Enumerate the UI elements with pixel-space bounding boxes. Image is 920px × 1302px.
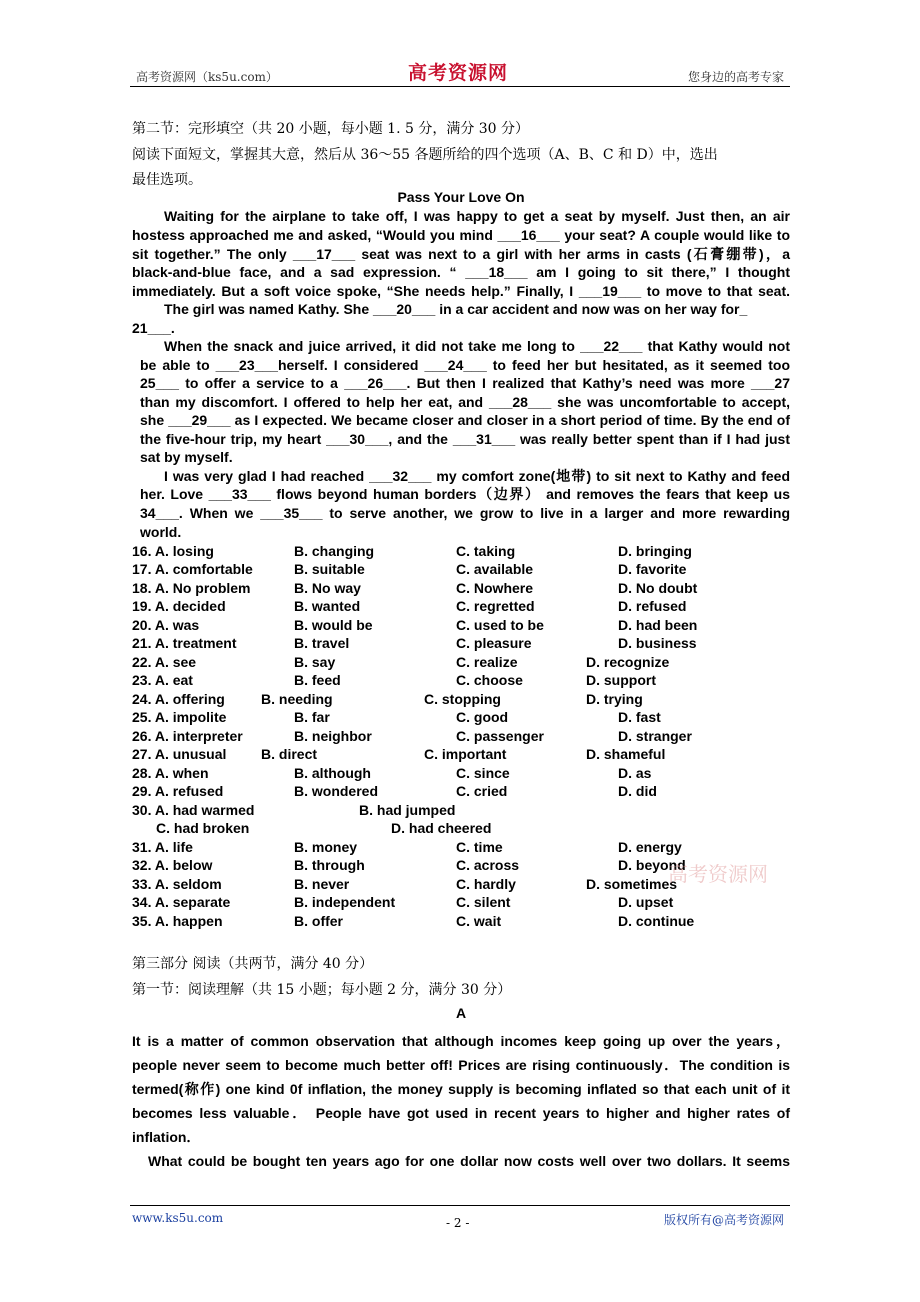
footer-url[interactable]: www.ks5u.com bbox=[132, 1211, 224, 1225]
option-choice: 20. A. was bbox=[132, 617, 200, 633]
passage-line: Waiting for the airplane to take off, I was happy to get a seat by myself. Just then, an air bbox=[164, 208, 790, 224]
page-header bbox=[130, 58, 790, 87]
option-choice: D. did bbox=[618, 783, 657, 799]
header-logo: 高考资源网 bbox=[408, 62, 509, 84]
option-choice: C. stopping bbox=[424, 691, 501, 707]
option-choice: B. needing bbox=[261, 691, 333, 707]
option-choice: B. No way bbox=[294, 580, 361, 596]
footer-copyright: 版权所有@高考资源网 bbox=[663, 1213, 784, 1227]
option-choice: 25. A. impolite bbox=[132, 709, 227, 725]
option-choice: D. favorite bbox=[618, 561, 687, 577]
option-choice: B. wondered bbox=[294, 783, 379, 799]
option-choice: 31. A. life bbox=[132, 839, 193, 855]
option-choice: D. as bbox=[618, 765, 652, 781]
option-choice: D. refused bbox=[618, 598, 687, 614]
option-choice: C. cried bbox=[456, 783, 508, 799]
option-choice: 17. A. comfortable bbox=[132, 561, 253, 577]
option-choice: B. wanted bbox=[294, 598, 361, 614]
option-choice: B. say bbox=[294, 654, 336, 670]
header-site: 高考资源网（ks5u.com） bbox=[136, 70, 278, 84]
option-choice: B. although bbox=[294, 765, 371, 781]
header-slogan: 您身边的高考专家 bbox=[687, 70, 784, 84]
passage-line: sat by myself. bbox=[140, 449, 233, 465]
option-choice: 24. A. offering bbox=[132, 691, 225, 707]
option-choice: D. had cheered bbox=[391, 820, 492, 836]
option-choice: 23. A. eat bbox=[132, 672, 193, 688]
option-choice: B. offer bbox=[294, 913, 343, 929]
option-choice: D. beyond bbox=[618, 857, 686, 873]
option-choice: 28. A. when bbox=[132, 765, 209, 781]
passage-line: world. bbox=[140, 524, 182, 540]
option-choice: C. hardly bbox=[456, 876, 516, 892]
option-choice: 26. A. interpreter bbox=[132, 728, 243, 744]
part3-heading: 第三部分 阅读（共两节，满分 40 分） bbox=[132, 956, 374, 972]
option-choice: D. shameful bbox=[586, 746, 666, 762]
reading-line: What could be bought ten years ago for one dollar now costs well over two dollars. It seems bbox=[148, 1153, 790, 1169]
option-choice: B. suitable bbox=[294, 561, 365, 577]
reading-line: people never seem to become much better off! Prices are rising continuously．The condition is bbox=[132, 1057, 790, 1073]
passage-line: she ___29___ as I expected. We became closer and closer in a short period of time. By the end of bbox=[140, 412, 790, 428]
option-choice: C. across bbox=[456, 857, 520, 873]
option-choice: C. pleasure bbox=[456, 635, 532, 651]
part3-subheading: 第一节：阅读理解（共 15 小题；每小题 2 分，满分 30 分） bbox=[132, 982, 512, 998]
option-choice: C. important bbox=[424, 746, 507, 762]
option-choice: B. changing bbox=[294, 543, 375, 559]
option-choice: C. regretted bbox=[456, 598, 535, 614]
option-choice: 30. A. had warmed bbox=[132, 802, 255, 818]
option-choice: B. independent bbox=[294, 894, 396, 910]
option-choice: 32. A. below bbox=[132, 857, 213, 873]
option-choice: D. bringing bbox=[618, 543, 692, 559]
option-choice: B. never bbox=[294, 876, 350, 892]
reading-line: termed(称作) one kind 0f inflation, the money supply is becoming inflated so that each unit of it bbox=[132, 1081, 790, 1097]
watermark: 高考资源网 bbox=[668, 862, 768, 886]
passage-line: than my discomfort. I offered to help her eat, and ___28___ she was uncomfortable to accept, bbox=[140, 394, 790, 410]
option-choice: C. good bbox=[456, 709, 509, 725]
option-choice: C. had broken bbox=[156, 820, 250, 836]
passage-line: be able to ___23___herself. I considered ___24___ to feed her but hesitated, as it seemed too bbox=[140, 357, 790, 373]
passage-line: her. Love ___33___ flows beyond human borders（边界） and removes the fears that keep us bbox=[140, 486, 790, 502]
option-choice: C. Nowhere bbox=[456, 580, 534, 596]
passage-line: 25___ to offer a service to a ___26___. But then I realized that Kathy’s need was more ___27 bbox=[140, 375, 790, 391]
passage-line: I was very glad I had reached ___32___ my comfort zone(地带) to sit next to Kathy and feed bbox=[164, 468, 790, 484]
page-footer bbox=[130, 1205, 790, 1230]
option-choice: D. had been bbox=[618, 617, 698, 633]
passage-line: 34___. When we ___35___ to serve another, we grow to live in a larger and more rewarding bbox=[140, 505, 790, 521]
option-choice: 35. A. happen bbox=[132, 913, 223, 929]
option-choice: C. wait bbox=[456, 913, 502, 929]
option-choice: D. trying bbox=[586, 691, 643, 707]
passage-line: hostess approached me and asked, “Would you mind ___16___ your seat? A couple would like to bbox=[132, 227, 790, 243]
option-choice: 22. A. see bbox=[132, 654, 197, 670]
section-heading: 第二节：完形填空（共 20 小题，每小题 1. 5 分，满分 30 分） bbox=[132, 121, 530, 137]
option-choice: 19. A. decided bbox=[132, 598, 226, 614]
option-choice: 34. A. separate bbox=[132, 894, 231, 910]
passage-line: immediately. But a soft voice spoke, “She needs help.” Finally, I ___19___ to move to that seat. bbox=[132, 283, 790, 299]
option-choice: D. energy bbox=[618, 839, 682, 855]
reading-line: It is a matter of common observation that although incomes keep going up over the years， bbox=[132, 1033, 790, 1049]
passage-a-label: A bbox=[455, 1005, 467, 1021]
passage-line: sit together.” The only ___17___ seat was next to a girl with her arms in casts (石膏绷带)，a bbox=[132, 246, 790, 262]
reading-line: inflation． bbox=[132, 1129, 201, 1145]
option-choice: D. continue bbox=[618, 913, 695, 929]
option-choice: B. far bbox=[294, 709, 330, 725]
option-choice: D. fast bbox=[618, 709, 661, 725]
option-choice: C. passenger bbox=[456, 728, 544, 744]
option-choice: 18. A. No problem bbox=[132, 580, 251, 596]
passage-line: The girl was named Kathy. She ___20___ in a car accident and now was on her way for_ bbox=[164, 301, 748, 317]
option-choice: C. time bbox=[456, 839, 503, 855]
section-instruction-2: 最佳选项。 bbox=[132, 172, 202, 188]
option-choice: C. choose bbox=[456, 672, 523, 688]
option-choice: D. recognize bbox=[586, 654, 670, 670]
option-choice: B. had jumped bbox=[359, 802, 456, 818]
option-choice: D. sometimes bbox=[586, 876, 678, 892]
page-number: - 2 - bbox=[446, 1216, 470, 1230]
option-choice: C. taking bbox=[456, 543, 516, 559]
option-choice: D. support bbox=[586, 672, 656, 688]
option-choice: D. business bbox=[618, 635, 697, 651]
option-choice: 29. A. refused bbox=[132, 783, 224, 799]
option-choice: B. direct bbox=[261, 746, 318, 762]
passage-title: Pass Your Love On bbox=[397, 189, 525, 205]
passage-line: 21___. bbox=[132, 320, 175, 336]
passage-line: black-and-blue face, and a sad expression. “ ___18___ am I going to sit there,” I thought bbox=[132, 264, 790, 280]
option-choice: B. feed bbox=[294, 672, 341, 688]
option-choice: B. neighbor bbox=[294, 728, 372, 744]
option-choice: 16. A. losing bbox=[132, 543, 214, 559]
option-choice: B. through bbox=[294, 857, 365, 873]
option-choice: D. No doubt bbox=[618, 580, 698, 596]
option-choice: C. used to be bbox=[456, 617, 544, 633]
option-choice: D. stranger bbox=[618, 728, 692, 744]
option-choice: C. available bbox=[456, 561, 534, 577]
reading-line: becomes less valuable． People have got used in recent years to higher and higher rates of bbox=[132, 1105, 790, 1121]
option-choice: D. upset bbox=[618, 894, 674, 910]
option-choice: C. realize bbox=[456, 654, 518, 670]
option-choice: B. travel bbox=[294, 635, 350, 651]
option-choice: C. silent bbox=[456, 894, 511, 910]
option-choice: B. money bbox=[294, 839, 358, 855]
option-choice: 27. A. unusual bbox=[132, 746, 227, 762]
option-choice: 33. A. seldom bbox=[132, 876, 222, 892]
passage-line: When the snack and juice arrived, it did not take me long to ___22___ that Kathy would not bbox=[164, 338, 790, 354]
passage-line: the five-hour trip, my heart ___30___, and the ___31___ was really better spent than if I had just bbox=[140, 431, 790, 447]
section-instruction-1: 阅读下面短文，掌握其大意，然后从 36～55 各题所给的四个选项（A、B、C 和 D）中，选出 bbox=[132, 147, 718, 163]
option-choice: C. since bbox=[456, 765, 510, 781]
option-choice: 21. A. treatment bbox=[132, 635, 237, 651]
option-choice: B. would be bbox=[294, 617, 373, 633]
